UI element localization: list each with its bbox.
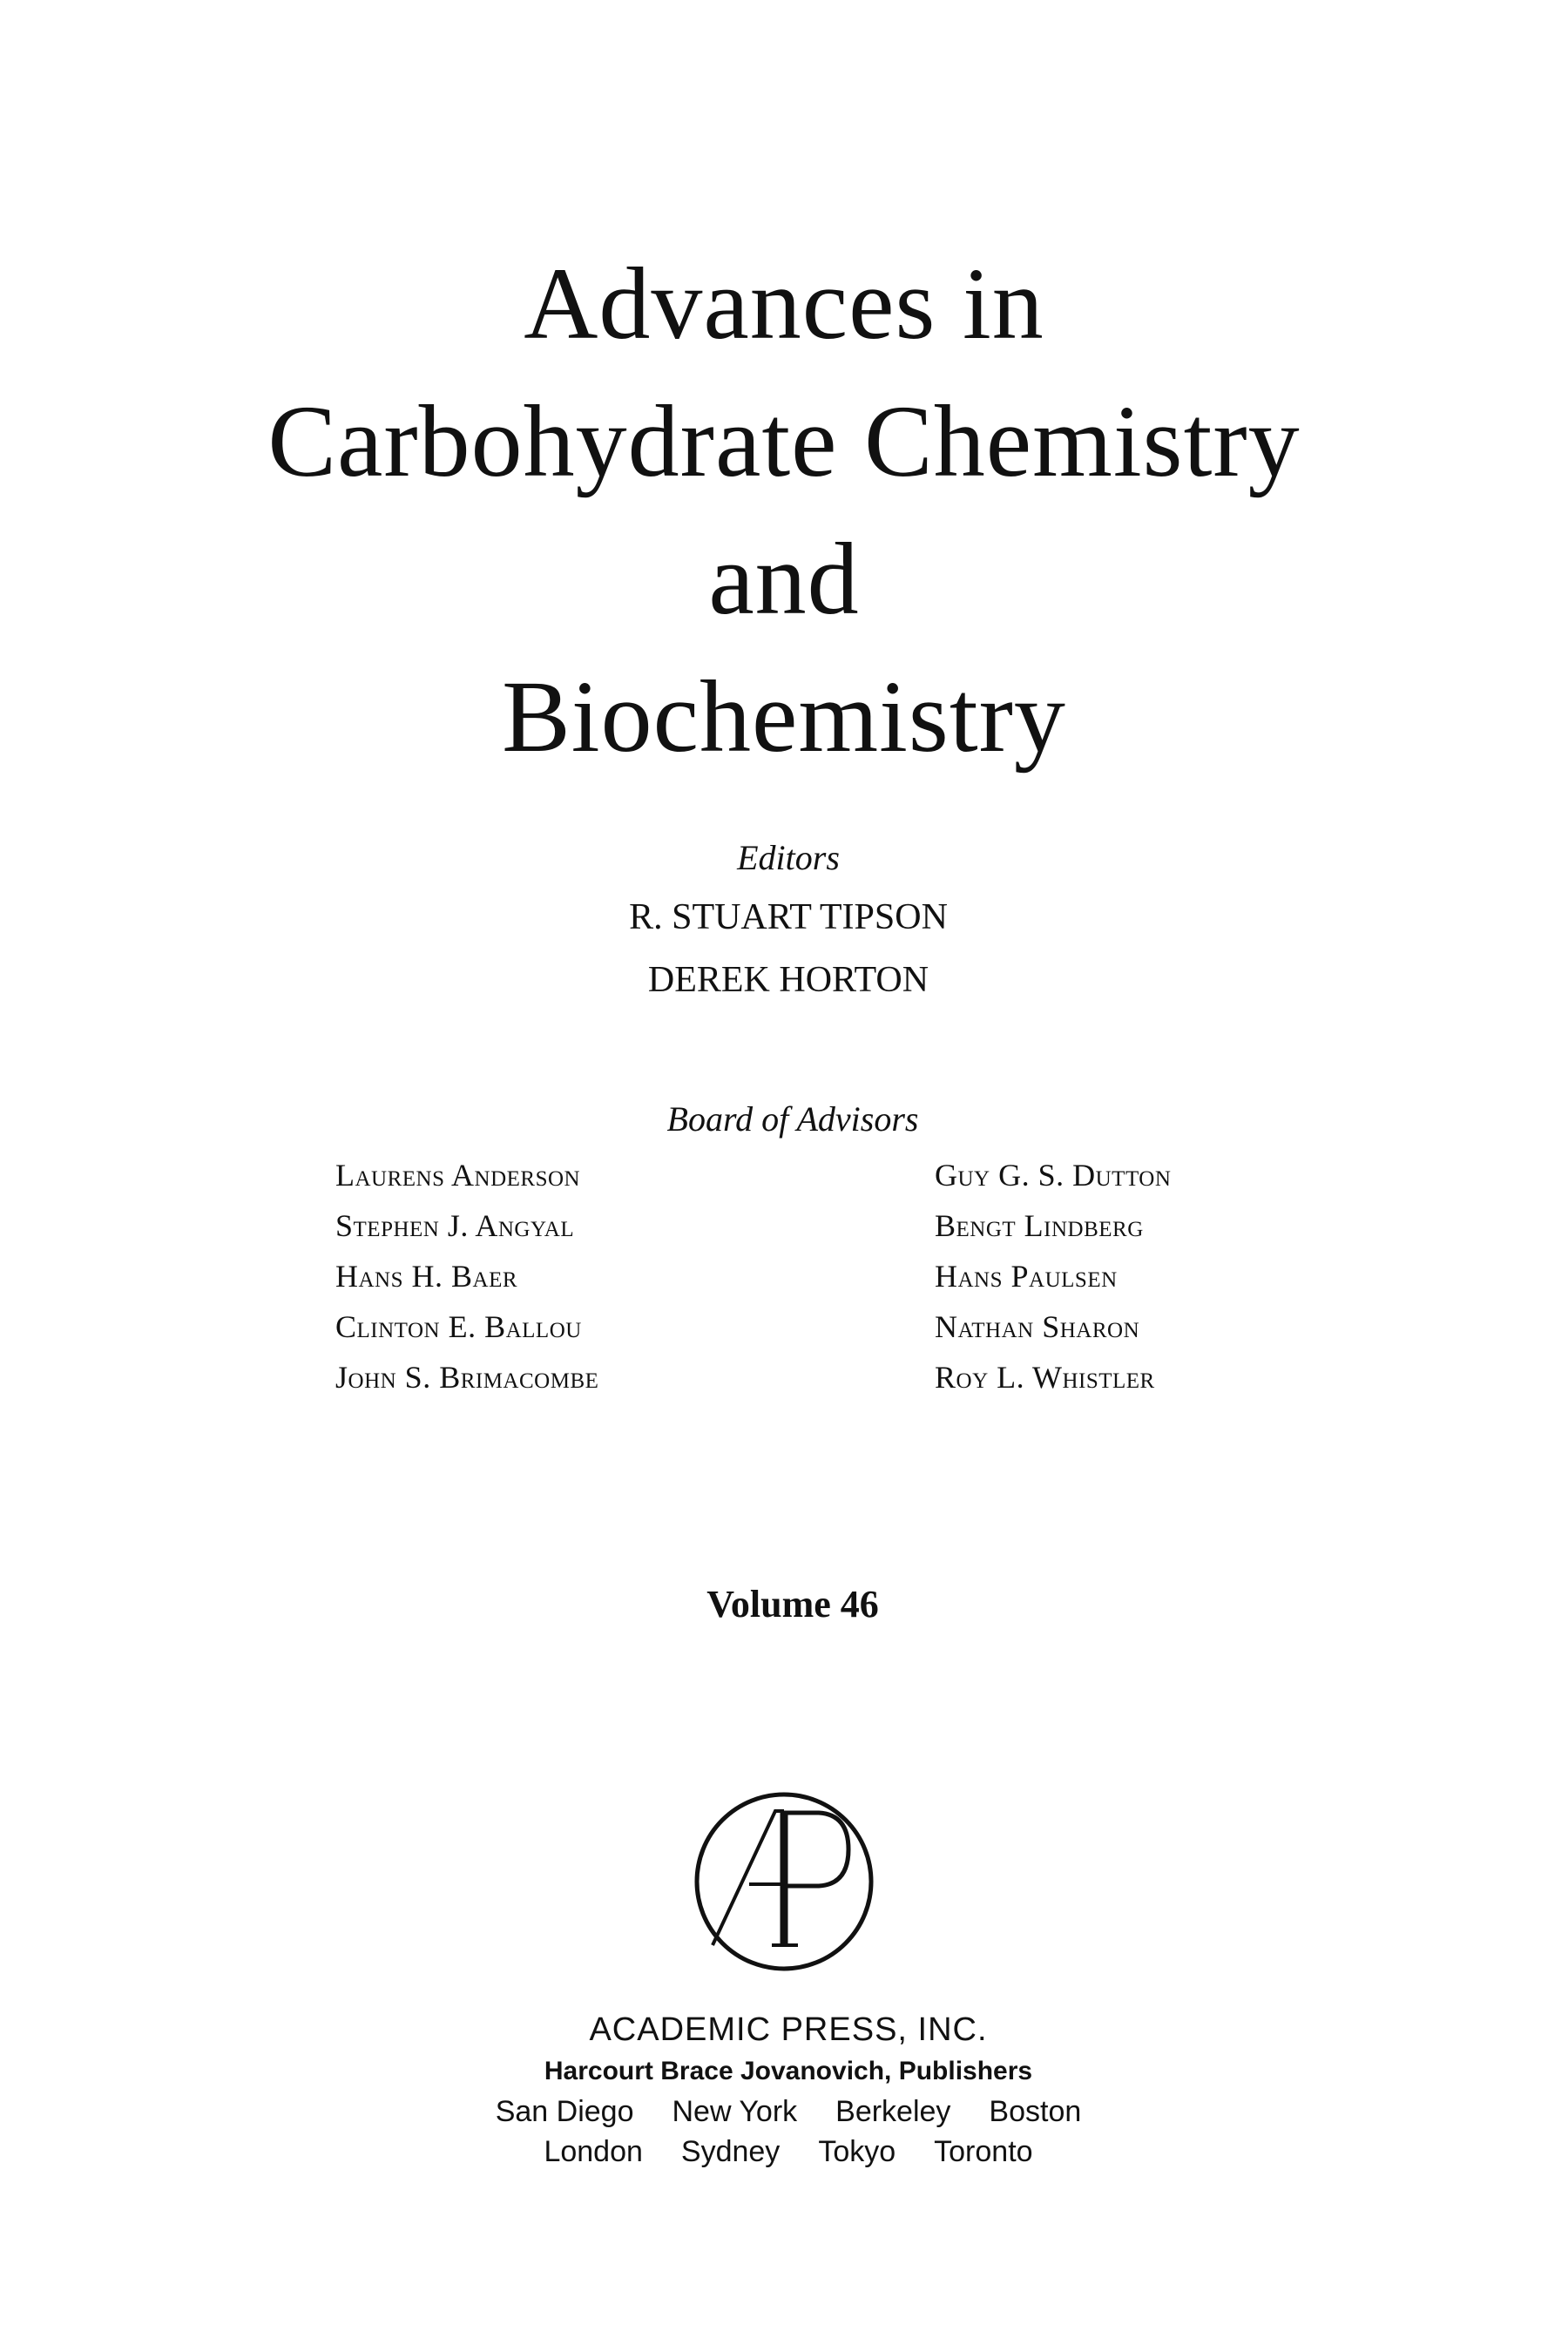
advisor-name: John S. Brimacombe xyxy=(335,1360,599,1395)
city: Sydney xyxy=(680,2135,781,2168)
city: Tokyo xyxy=(818,2135,896,2168)
title-line-1: Advances in xyxy=(524,247,1044,361)
advisor-name: Guy G. S. Dutton xyxy=(935,1158,1172,1193)
advisors-list-right xyxy=(935,1150,1171,1402)
editor-name: DEREK HORTON xyxy=(647,960,929,1000)
advisors-list-left xyxy=(335,1150,598,1402)
advisors-heading: Board of Advisors xyxy=(666,1099,919,1139)
city: Boston xyxy=(989,2095,1082,2128)
title-line-3: and xyxy=(708,522,860,636)
editors-heading: Editors xyxy=(737,838,840,877)
advisor-name: Hans Paulsen xyxy=(935,1259,1118,1294)
editor-name: R. STUART TIPSON xyxy=(629,897,948,937)
city: London xyxy=(544,2135,643,2168)
book-title xyxy=(0,235,1568,786)
advisor-name: Nathan Sharon xyxy=(935,1309,1140,1344)
advisor-name: Bengt Lindberg xyxy=(935,1208,1144,1243)
title-line-2: Carbohydrate Chemistry xyxy=(267,384,1301,498)
title-line-4: Biochemistry xyxy=(502,659,1066,774)
city: Toronto xyxy=(934,2135,1033,2168)
city: New York xyxy=(672,2095,798,2128)
advisor-name: Clinton E. Ballou xyxy=(335,1309,582,1344)
cities-row-1 xyxy=(0,2092,1568,2132)
publisher-subtitle: Harcourt Brace Jovanovich, Publishers xyxy=(544,2057,1033,2085)
city: Berkeley xyxy=(835,2095,951,2128)
advisor-name: Stephen J. Angyal xyxy=(335,1208,575,1243)
advisor-name: Hans H. Baer xyxy=(335,1259,518,1294)
city: San Diego xyxy=(495,2095,634,2128)
advisor-name: Laurens Anderson xyxy=(335,1158,581,1193)
publisher-name: ACADEMIC PRESS, INC. xyxy=(589,2011,988,2048)
cities-row-2 xyxy=(0,2132,1568,2172)
publisher-section xyxy=(0,2008,1568,2172)
editors-section xyxy=(0,832,1568,1017)
ap-publisher-logo-icon xyxy=(688,1781,880,1982)
advisor-name: Roy L. Whistler xyxy=(935,1360,1155,1395)
volume-number: Volume 46 xyxy=(706,1583,879,1625)
